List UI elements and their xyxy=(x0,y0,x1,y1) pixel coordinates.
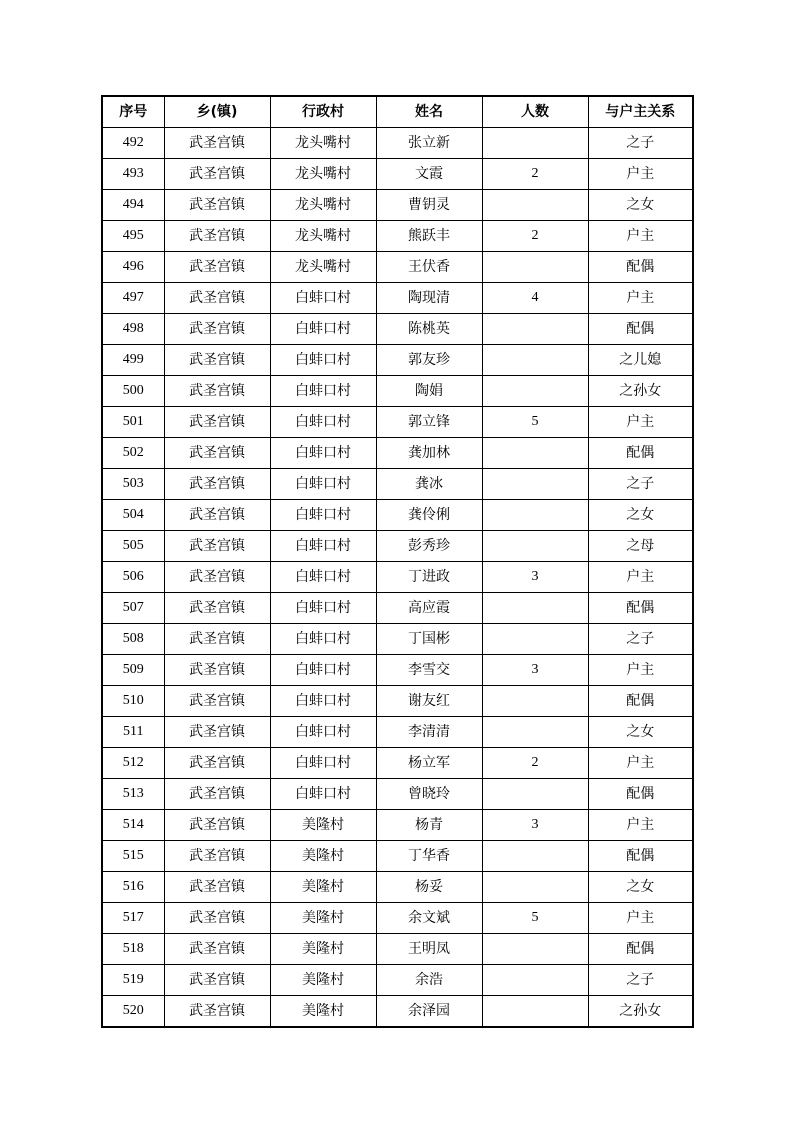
cell-relation: 户主 xyxy=(588,159,693,190)
cell-relation: 配偶 xyxy=(588,252,693,283)
cell-township: 武圣宫镇 xyxy=(164,748,270,779)
cell-relation: 户主 xyxy=(588,283,693,314)
cell-name: 丁国彬 xyxy=(376,624,482,655)
header-administrative-village: 行政村 xyxy=(270,96,376,128)
table-row xyxy=(102,283,693,314)
cell-serial-number: 499 xyxy=(102,345,164,376)
header-relation-to-head: 与户主关系 xyxy=(588,96,693,128)
cell-serial-number: 496 xyxy=(102,252,164,283)
table-row xyxy=(102,965,693,996)
cell-relation: 配偶 xyxy=(588,841,693,872)
household-roster-table xyxy=(101,95,694,1028)
cell-township: 武圣宫镇 xyxy=(164,562,270,593)
cell-household-size: 2 xyxy=(482,221,588,252)
cell-name: 张立新 xyxy=(376,128,482,159)
table-row xyxy=(102,934,693,965)
cell-village: 白蚌口村 xyxy=(270,593,376,624)
cell-township: 武圣宫镇 xyxy=(164,283,270,314)
cell-township: 武圣宫镇 xyxy=(164,159,270,190)
cell-serial-number: 494 xyxy=(102,190,164,221)
cell-township: 武圣宫镇 xyxy=(164,841,270,872)
table-row xyxy=(102,221,693,252)
cell-village: 白蚌口村 xyxy=(270,376,376,407)
cell-name: 彭秀珍 xyxy=(376,531,482,562)
table-row xyxy=(102,159,693,190)
cell-name: 文霞 xyxy=(376,159,482,190)
cell-township: 武圣宫镇 xyxy=(164,903,270,934)
cell-village: 美隆村 xyxy=(270,965,376,996)
cell-serial-number: 507 xyxy=(102,593,164,624)
cell-village: 美隆村 xyxy=(270,934,376,965)
cell-serial-number: 500 xyxy=(102,376,164,407)
cell-household-size xyxy=(482,469,588,500)
cell-relation: 户主 xyxy=(588,221,693,252)
cell-name: 丁进政 xyxy=(376,562,482,593)
cell-name: 曹钥灵 xyxy=(376,190,482,221)
cell-relation: 户主 xyxy=(588,407,693,438)
cell-township: 武圣宫镇 xyxy=(164,965,270,996)
cell-serial-number: 519 xyxy=(102,965,164,996)
cell-relation: 之儿媳 xyxy=(588,345,693,376)
cell-household-size xyxy=(482,841,588,872)
table-row xyxy=(102,996,693,1028)
cell-serial-number: 503 xyxy=(102,469,164,500)
cell-name: 谢友红 xyxy=(376,686,482,717)
cell-relation: 配偶 xyxy=(588,686,693,717)
cell-relation: 户主 xyxy=(588,903,693,934)
cell-village: 美隆村 xyxy=(270,841,376,872)
cell-village: 白蚌口村 xyxy=(270,779,376,810)
cell-township: 武圣宫镇 xyxy=(164,717,270,748)
cell-village: 白蚌口村 xyxy=(270,314,376,345)
cell-household-size xyxy=(482,624,588,655)
cell-township: 武圣宫镇 xyxy=(164,996,270,1028)
cell-serial-number: 504 xyxy=(102,500,164,531)
cell-name: 龚冰 xyxy=(376,469,482,500)
cell-village: 龙头嘴村 xyxy=(270,221,376,252)
table-row xyxy=(102,252,693,283)
cell-name: 陶娟 xyxy=(376,376,482,407)
table-row xyxy=(102,593,693,624)
cell-relation: 户主 xyxy=(588,562,693,593)
cell-household-size xyxy=(482,779,588,810)
table-row xyxy=(102,624,693,655)
cell-household-size xyxy=(482,314,588,345)
cell-village: 美隆村 xyxy=(270,872,376,903)
cell-serial-number: 510 xyxy=(102,686,164,717)
cell-name: 龚伶俐 xyxy=(376,500,482,531)
cell-serial-number: 515 xyxy=(102,841,164,872)
cell-household-size: 5 xyxy=(482,407,588,438)
cell-township: 武圣宫镇 xyxy=(164,872,270,903)
cell-village: 龙头嘴村 xyxy=(270,159,376,190)
cell-serial-number: 492 xyxy=(102,128,164,159)
cell-serial-number: 502 xyxy=(102,438,164,469)
cell-name: 余文斌 xyxy=(376,903,482,934)
table-row xyxy=(102,469,693,500)
cell-relation: 之母 xyxy=(588,531,693,562)
cell-serial-number: 498 xyxy=(102,314,164,345)
cell-household-size xyxy=(482,717,588,748)
cell-name: 曾晓玲 xyxy=(376,779,482,810)
cell-relation: 户主 xyxy=(588,810,693,841)
table-row xyxy=(102,531,693,562)
cell-village: 白蚌口村 xyxy=(270,531,376,562)
cell-relation: 之孙女 xyxy=(588,376,693,407)
cell-household-size xyxy=(482,686,588,717)
table-row xyxy=(102,438,693,469)
cell-name: 杨妥 xyxy=(376,872,482,903)
header-household-size: 人数 xyxy=(482,96,588,128)
cell-household-size: 2 xyxy=(482,748,588,779)
cell-relation: 之子 xyxy=(588,128,693,159)
cell-village: 龙头嘴村 xyxy=(270,252,376,283)
cell-serial-number: 512 xyxy=(102,748,164,779)
cell-name: 高应霞 xyxy=(376,593,482,624)
cell-name: 李清清 xyxy=(376,717,482,748)
cell-township: 武圣宫镇 xyxy=(164,345,270,376)
cell-township: 武圣宫镇 xyxy=(164,407,270,438)
cell-village: 白蚌口村 xyxy=(270,624,376,655)
cell-serial-number: 517 xyxy=(102,903,164,934)
cell-village: 龙头嘴村 xyxy=(270,128,376,159)
cell-village: 白蚌口村 xyxy=(270,748,376,779)
cell-serial-number: 493 xyxy=(102,159,164,190)
cell-relation: 之孙女 xyxy=(588,996,693,1028)
cell-serial-number: 506 xyxy=(102,562,164,593)
cell-relation: 配偶 xyxy=(588,438,693,469)
cell-name: 郭立锋 xyxy=(376,407,482,438)
table-row xyxy=(102,686,693,717)
cell-serial-number: 505 xyxy=(102,531,164,562)
cell-serial-number: 518 xyxy=(102,934,164,965)
cell-household-size xyxy=(482,345,588,376)
cell-township: 武圣宫镇 xyxy=(164,624,270,655)
cell-village: 白蚌口村 xyxy=(270,283,376,314)
cell-household-size: 4 xyxy=(482,283,588,314)
table-row xyxy=(102,190,693,221)
cell-township: 武圣宫镇 xyxy=(164,655,270,686)
cell-township: 武圣宫镇 xyxy=(164,438,270,469)
cell-township: 武圣宫镇 xyxy=(164,376,270,407)
cell-household-size xyxy=(482,872,588,903)
cell-township: 武圣宫镇 xyxy=(164,810,270,841)
table-row xyxy=(102,903,693,934)
cell-household-size xyxy=(482,531,588,562)
cell-village: 美隆村 xyxy=(270,996,376,1028)
cell-household-size xyxy=(482,934,588,965)
cell-household-size: 3 xyxy=(482,655,588,686)
cell-township: 武圣宫镇 xyxy=(164,500,270,531)
cell-serial-number: 513 xyxy=(102,779,164,810)
cell-household-size xyxy=(482,593,588,624)
header-serial-number: 序号 xyxy=(102,96,164,128)
cell-village: 白蚌口村 xyxy=(270,686,376,717)
table-row xyxy=(102,717,693,748)
table-row xyxy=(102,810,693,841)
cell-household-size xyxy=(482,190,588,221)
cell-name: 王明凤 xyxy=(376,934,482,965)
cell-serial-number: 509 xyxy=(102,655,164,686)
cell-relation: 之子 xyxy=(588,624,693,655)
cell-name: 余浩 xyxy=(376,965,482,996)
cell-name: 王伏香 xyxy=(376,252,482,283)
cell-village: 白蚌口村 xyxy=(270,345,376,376)
cell-relation: 之女 xyxy=(588,717,693,748)
cell-relation: 之子 xyxy=(588,469,693,500)
cell-serial-number: 514 xyxy=(102,810,164,841)
table-row xyxy=(102,562,693,593)
table-row xyxy=(102,655,693,686)
cell-household-size: 5 xyxy=(482,903,588,934)
table-row xyxy=(102,748,693,779)
table-row xyxy=(102,841,693,872)
cell-household-size xyxy=(482,500,588,531)
cell-township: 武圣宫镇 xyxy=(164,252,270,283)
cell-name: 杨青 xyxy=(376,810,482,841)
cell-serial-number: 501 xyxy=(102,407,164,438)
cell-village: 白蚌口村 xyxy=(270,717,376,748)
cell-relation: 配偶 xyxy=(588,934,693,965)
cell-village: 白蚌口村 xyxy=(270,562,376,593)
cell-village: 白蚌口村 xyxy=(270,407,376,438)
cell-township: 武圣宫镇 xyxy=(164,531,270,562)
cell-township: 武圣宫镇 xyxy=(164,686,270,717)
cell-name: 余泽园 xyxy=(376,996,482,1028)
cell-township: 武圣宫镇 xyxy=(164,190,270,221)
cell-village: 白蚌口村 xyxy=(270,469,376,500)
cell-household-size: 3 xyxy=(482,810,588,841)
cell-relation: 配偶 xyxy=(588,314,693,345)
cell-village: 龙头嘴村 xyxy=(270,190,376,221)
cell-relation: 之子 xyxy=(588,965,693,996)
cell-household-size xyxy=(482,128,588,159)
table-row xyxy=(102,314,693,345)
cell-household-size xyxy=(482,965,588,996)
cell-serial-number: 516 xyxy=(102,872,164,903)
table-row xyxy=(102,128,693,159)
cell-serial-number: 508 xyxy=(102,624,164,655)
table-row xyxy=(102,345,693,376)
cell-village: 美隆村 xyxy=(270,903,376,934)
table-body xyxy=(102,128,693,1028)
table-row xyxy=(102,779,693,810)
cell-township: 武圣宫镇 xyxy=(164,221,270,252)
cell-relation: 之女 xyxy=(588,500,693,531)
table-row xyxy=(102,500,693,531)
cell-household-size: 2 xyxy=(482,159,588,190)
table-header-row xyxy=(102,96,693,128)
table-row xyxy=(102,407,693,438)
cell-household-size xyxy=(482,996,588,1028)
cell-township: 武圣宫镇 xyxy=(164,314,270,345)
cell-relation: 户主 xyxy=(588,655,693,686)
cell-relation: 之女 xyxy=(588,190,693,221)
cell-village: 白蚌口村 xyxy=(270,438,376,469)
cell-township: 武圣宫镇 xyxy=(164,934,270,965)
cell-name: 熊跃丰 xyxy=(376,221,482,252)
cell-name: 陈桃英 xyxy=(376,314,482,345)
cell-village: 白蚌口村 xyxy=(270,500,376,531)
cell-serial-number: 495 xyxy=(102,221,164,252)
cell-relation: 配偶 xyxy=(588,593,693,624)
cell-serial-number: 511 xyxy=(102,717,164,748)
cell-relation: 户主 xyxy=(588,748,693,779)
cell-township: 武圣宫镇 xyxy=(164,469,270,500)
cell-serial-number: 497 xyxy=(102,283,164,314)
cell-household-size xyxy=(482,252,588,283)
cell-relation: 之女 xyxy=(588,872,693,903)
table-row xyxy=(102,872,693,903)
header-township: 乡(镇) xyxy=(164,96,270,128)
cell-name: 龚加林 xyxy=(376,438,482,469)
cell-household-size xyxy=(482,438,588,469)
cell-village: 白蚌口村 xyxy=(270,655,376,686)
header-name: 姓名 xyxy=(376,96,482,128)
cell-name: 郭友珍 xyxy=(376,345,482,376)
cell-name: 杨立军 xyxy=(376,748,482,779)
cell-relation: 配偶 xyxy=(588,779,693,810)
cell-township: 武圣宫镇 xyxy=(164,128,270,159)
cell-name: 丁华香 xyxy=(376,841,482,872)
cell-household-size: 3 xyxy=(482,562,588,593)
table-row xyxy=(102,376,693,407)
cell-township: 武圣宫镇 xyxy=(164,779,270,810)
cell-name: 李雪交 xyxy=(376,655,482,686)
cell-township: 武圣宫镇 xyxy=(164,593,270,624)
cell-serial-number: 520 xyxy=(102,996,164,1028)
cell-name: 陶现清 xyxy=(376,283,482,314)
cell-household-size xyxy=(482,376,588,407)
cell-village: 美隆村 xyxy=(270,810,376,841)
